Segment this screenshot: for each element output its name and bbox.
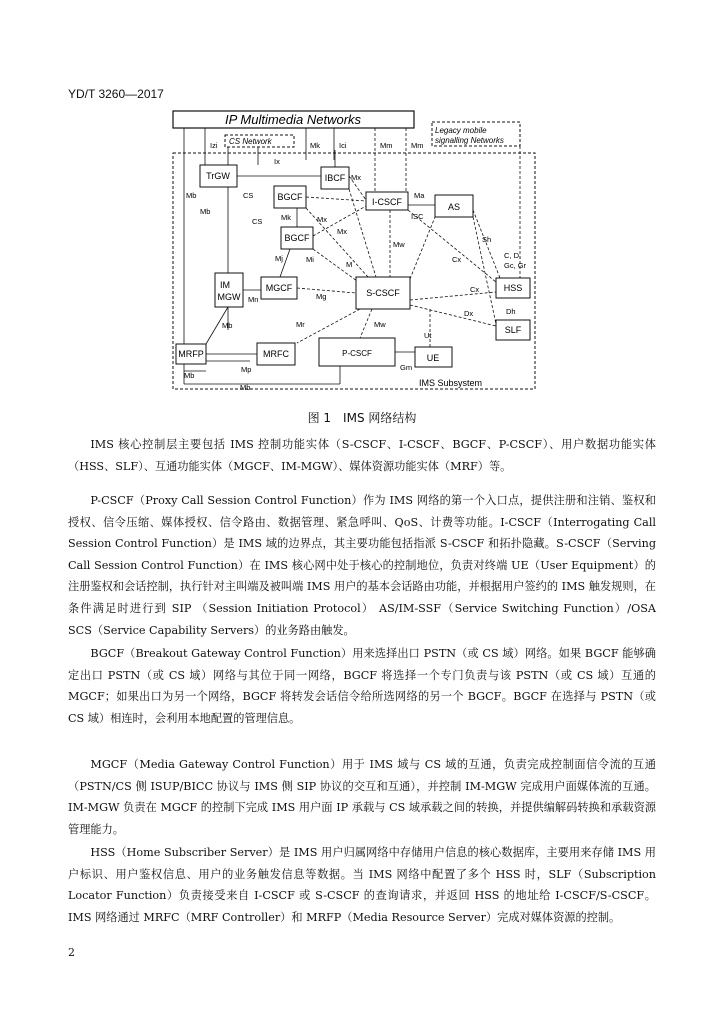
icscf-label: I-CSCF	[372, 197, 402, 207]
bgcf-label-2: BGCF	[284, 233, 310, 243]
label-cx1: Cx	[452, 255, 462, 264]
label-mm1: Mm	[380, 141, 393, 150]
label-mb3: Mb	[222, 321, 233, 330]
label-cdgcgr2: Gc, Gr	[504, 261, 527, 270]
label-mw1: Mw	[393, 240, 405, 249]
label-mb5: Mb	[240, 383, 251, 392]
label-mj: Mj	[275, 254, 283, 263]
label-gm: Gm	[400, 363, 413, 372]
label-cdgcgr: C, D,	[504, 251, 522, 260]
paragraph-2: P-CSCF（Proxy Call Session Control Function）作为 IMS 网络的第一个入口点，提供注册和注销、鉴权和授权、信令压缩、媒体授权、信令路由、数据管理、紧急呼叫、QoS、计费等功能。I-CSCF（Interrogating Call Session Control Function）是 IMS 域的边界点，其主要功能包括指派 S-CSCF 和拓扑隐藏。S-CSCF（Serving Call Session Control Function）在 IMS 核心网中处于核心的控制地位，负责对终端 UE（User Equipment）的注册鉴权和会话控制，执行针对主叫端及被叫端 IMS 用户的基本会话路由功能，并根据用户签约的 IMS 触发规则，在条件满足时进行到 SIP （Session Initiation Protocol） AS/IM-SSF（Service Switching Function）/OSA SCS（Service Capability Servers）的业务路由触发。	[68, 494, 656, 637]
label-ix: Ix	[274, 157, 280, 166]
label-mp: Mp	[241, 365, 252, 374]
label-mx2: Mx	[317, 215, 327, 224]
page-number: 2	[68, 946, 75, 959]
trgw-label: TrGW	[206, 171, 230, 181]
ims-architecture-diagram	[0, 0, 724, 400]
label-cs1: CS	[243, 191, 254, 200]
label-mg: Mg	[316, 292, 327, 301]
label-ma: Ma	[414, 191, 425, 200]
label-mk2: Mk	[281, 213, 291, 222]
label-isc: ISC	[411, 212, 424, 221]
legacy-label-1: Legacy mobile	[435, 126, 487, 135]
legacy-label-2: signalling Networks	[435, 136, 504, 145]
ue-label: UE	[426, 353, 440, 363]
slf-label: SLF	[504, 325, 522, 335]
label-cx2: Cx	[470, 285, 480, 294]
ibcf-label: IBCF	[324, 173, 346, 183]
label-izi: Izi	[210, 141, 218, 150]
ip-multimedia-networks-label: IP Multimedia Networks	[224, 112, 362, 127]
label-mx1: Mx	[351, 173, 361, 182]
label-dx: Dx	[464, 309, 474, 318]
label-ut: Ut	[424, 331, 432, 340]
label-mi2: M	[346, 260, 353, 269]
label-mb4: Mb	[184, 371, 195, 380]
ims-subsystem-label: IMS Subsystem	[419, 378, 483, 388]
document-code: YD/T 3260—2017	[68, 87, 164, 101]
paragraph-4: MGCF（Media Gateway Control Function）用于 IMS 域与 CS 域的互通，负责完成控制面信令流的互通（PSTN/CS 侧 ISUP/BICC 协议与 IMS 侧 SIP 协议的交互和互通），并控制 IM-MGW 完成用户面媒体流的互通。IM-MGW 负责在 MGCF 的控制下完成 IMS 用户面 IP 承载与 CS 域承载之间的转换，并提供编解码转换和承载资源管理能力。	[68, 758, 656, 836]
label-ici: Ici	[339, 141, 347, 150]
label-mm2: Mm	[411, 141, 424, 150]
paragraph-3: BGCF（Breakout Gateway Control Function）用来选择出口 PSTN（或 CS 域）网络。如果 BGCF 能够确定出口 PSTN（或 CS 域）网络与其位于同一网络，BGCF 将选择一个专门负责与该 PSTN（或 CS 域）互通的 MGCF；如果出口为另一个网络，BGCF 将转发会话信令给所选网络的另一个 BGCF。BGCF 在选择与 PSTN（或 CS 域）相连时，会利用本地配置的管理信息。	[68, 647, 656, 725]
paragraph-5: HSS（Home Subscriber Server）是 IMS 用户归属网络中存储用户信息的核心数据库，主要用来存储 IMS 用户标识、用户鉴权信息、用户的业务触发信息等数据。当 IMS 网络中配置了多个 HSS 时，SLF（Subscription Locator Function）负责接受来自 I-CSCF 或 S-CSCF 的查询请求，并返回 HSS 的地址给 I-CSCF/S-CSCF。IMS 网络通过 MRFC（MRF Controller）和 MRFP（Media Resource Server）完成对媒体资源的控制。	[68, 846, 656, 924]
figure-caption: 图 1 IMS 网络结构	[307, 411, 417, 425]
label-dh: Dh	[506, 307, 516, 316]
label-mb2: Mb	[200, 207, 211, 216]
mrfp-label: MRFP	[178, 349, 204, 359]
label-mr: Mr	[296, 320, 305, 329]
label-sh: Sh	[482, 235, 492, 244]
label-mk-top: Mk	[310, 141, 320, 150]
im-label: IM	[220, 280, 230, 290]
pcscf-label: P-CSCF	[342, 349, 372, 358]
hss-label: HSS	[503, 283, 523, 293]
mgcf-label: MGCF	[265, 283, 293, 293]
label-mx3: Mx	[337, 227, 347, 236]
label-mi: Mi	[306, 255, 314, 264]
label-mb1: Mb	[186, 191, 197, 200]
label-cs2: CS	[252, 217, 263, 226]
cs-network-label: CS Network	[229, 137, 272, 146]
label-mw2: Mw	[374, 320, 386, 329]
label-mn: Mn	[248, 295, 259, 304]
as-label: AS	[447, 202, 461, 212]
bgcf-label-1: BGCF	[277, 192, 303, 202]
mgw-label: MGW	[217, 292, 241, 302]
mrfc-label: MRFC	[263, 349, 289, 359]
scscf-label: S-CSCF	[366, 288, 400, 298]
paragraph-1: IMS 核心控制层主要包括 IMS 控制功能实体（S-CSCF、I-CSCF、BGCF、P-CSCF）、用户数据功能实体（HSS、SLF）、互通功能实体（MGCF、IM-MGW）、媒体资源功能实体（MRF）等。	[68, 438, 656, 473]
